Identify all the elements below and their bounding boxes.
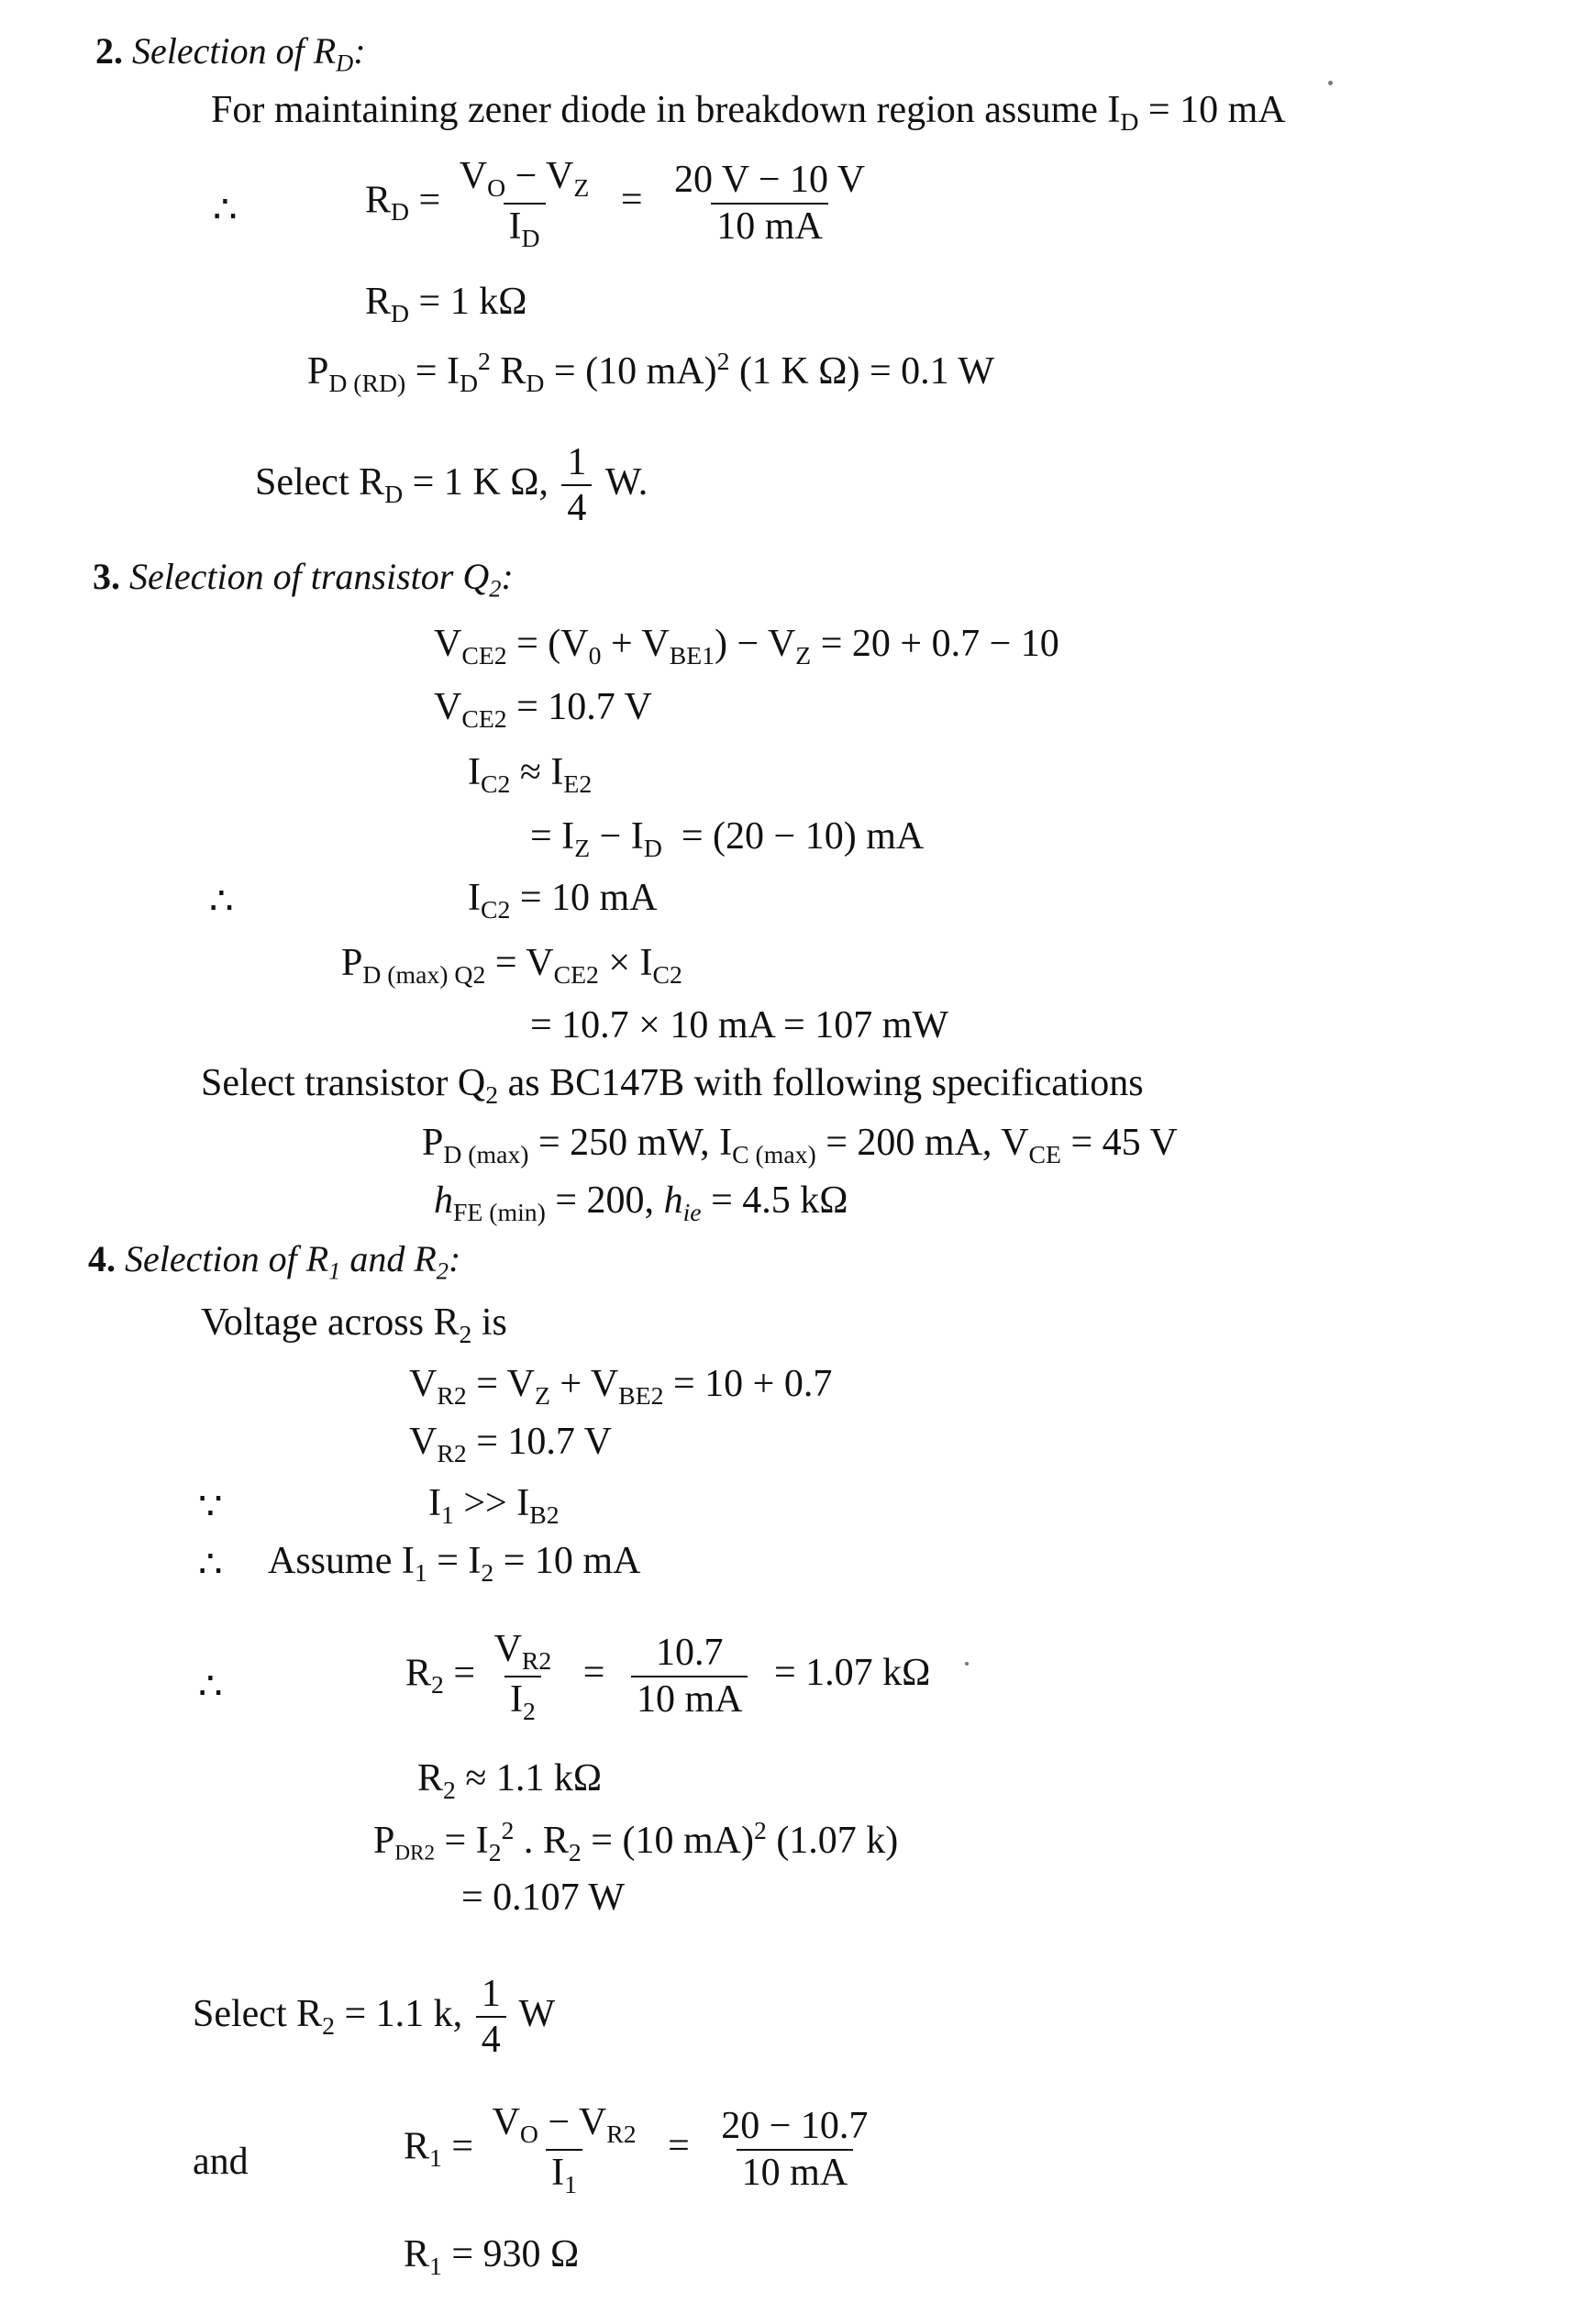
r1-result: $R_1 = 930$ Ω: [404, 2233, 580, 2280]
transistor-specs-1: $P_{D (max)} = 250$ mW, $I_{C (max)} = 200$ mA, $V_{CE} = 45$ V: [422, 1122, 1178, 1168]
pd-r2-equation: $P_{DR2} = I_2^2$ . $R_2 = (10$ mA)$^2$ (1.07 k): [373, 1816, 899, 1867]
select-rd: Select $R_D = 1$ K Ω, $\frac{1}{4}$ W.: [255, 441, 648, 530]
pd-q2-equation: $P_{D (max) Q2} = V_{CE2} \times I_{C2}$: [341, 942, 682, 989]
vr2-result: $V_{R2} = 10.7$ V: [409, 1421, 612, 1467]
section-4-heading: 4. Selection of $R_1$ and $R_2$:: [88, 1238, 461, 1285]
voltage-across-r2: Voltage across $R_2$ is: [201, 1301, 507, 1348]
fraction-quarter: $\frac{1}{4}$: [476, 1972, 506, 2063]
scan-speck: [1328, 81, 1333, 85]
ic2-difference: = $I_Z - I_D = (20 - 10)$ mA: [530, 815, 925, 862]
ic2-result: $I_{C2} = 10$ mA: [468, 877, 658, 924]
section-2-intro: For maintaining zener diode in breakdown region assume $I_D = 10$ mA: [211, 89, 1286, 136]
fraction-vr2-over-i2: $\frac{V_{R2}}{I_2}$: [493, 1628, 552, 1725]
pd-rd-equation: $P_{D (RD)} = I_D^2$ $R_D = (10$ mA)$^2$ (1 K Ω) = 0.1 W: [307, 347, 995, 398]
therefore-symbol: ∴: [213, 189, 238, 231]
therefore-symbol: ∴: [198, 1544, 223, 1586]
i1-condition: $I_1 >> I_{B2}$: [428, 1482, 560, 1529]
pd-r2-result: = 0.107 W: [461, 1877, 626, 1919]
pd-q2-result: = 10.7 × 10 mA = 107 mW: [530, 1004, 949, 1046]
r2-approx: $R_2 \approx 1.1$ kΩ: [417, 1757, 603, 1804]
vr2-equation: $V_{R2} = V_Z + V_{BE2} = 10 + 0.7$: [409, 1363, 833, 1410]
assume-currents: Assume $I_1 = I_2 = 10$ mA: [268, 1540, 641, 1587]
fraction-quarter: $\frac{1}{4}$: [561, 440, 592, 531]
section-2-heading: 2. Selection of $R_D$:: [95, 30, 366, 77]
fraction-numeric: $\frac{20 - 10.7}{10 mA}$: [721, 2105, 869, 2194]
rd-equation: $R_D$ = $\frac{V_O - V_Z}{I_D}$ = $\frac{20 V - 10 V}{10 mA}$: [365, 154, 874, 252]
r2-equation: $R_2$ = $\frac{V_{R2}}{I_2}$ = $\frac{10.7}{10 mA}$ = 1.07 kΩ: [405, 1628, 931, 1725]
transistor-specs-2: $h_{FE (min)} = 200$, $h_{ie} = 4.5$ kΩ: [434, 1179, 848, 1226]
and-label: and: [193, 2141, 249, 2183]
fraction-vo-vr2-over-i1: $\frac{V_O - V_{R2}}{I_1}$: [492, 2101, 637, 2198]
fraction-numeric: $\frac{20 V - 10 V}{10 mA}$: [674, 159, 866, 248]
therefore-symbol: ∴: [198, 1666, 223, 1708]
fraction-vo-vz-over-id: $\frac{V_O - V_Z}{I_D}$: [459, 155, 590, 252]
fraction-numeric: $\frac{10.7}{10 mA}$: [631, 1631, 748, 1722]
therefore-symbol: ∴: [209, 880, 234, 923]
rd-result: $R_D = 1$ kΩ: [365, 281, 527, 327]
scan-speck: [965, 1662, 969, 1666]
vce2-equation: $V_{CE2} = (V_0 + V_{BE1}) - V_Z = 20 + 0.7 - 10$: [434, 623, 1059, 670]
select-transistor: Select transistor $Q_2$ as BC147B with following specifications: [201, 1062, 1144, 1109]
section-3-heading: 3. Selection of transistor $Q_2$:: [93, 556, 514, 603]
vce2-result: $V_{CE2} = 10.7$ V: [434, 686, 652, 733]
because-symbol: ∵: [198, 1486, 223, 1528]
select-r2: Select $R_2 = 1.1$ k, $\frac{1}{4}$ W: [193, 1973, 556, 2062]
ic2-approx: $I_{C2} \approx I_{E2}$: [468, 751, 593, 798]
r1-equation: $R_1$ = $\frac{V_O - V_{R2}}{I_1}$ = $\frac{20 - 10.7}{10 mA}$: [404, 2100, 877, 2198]
